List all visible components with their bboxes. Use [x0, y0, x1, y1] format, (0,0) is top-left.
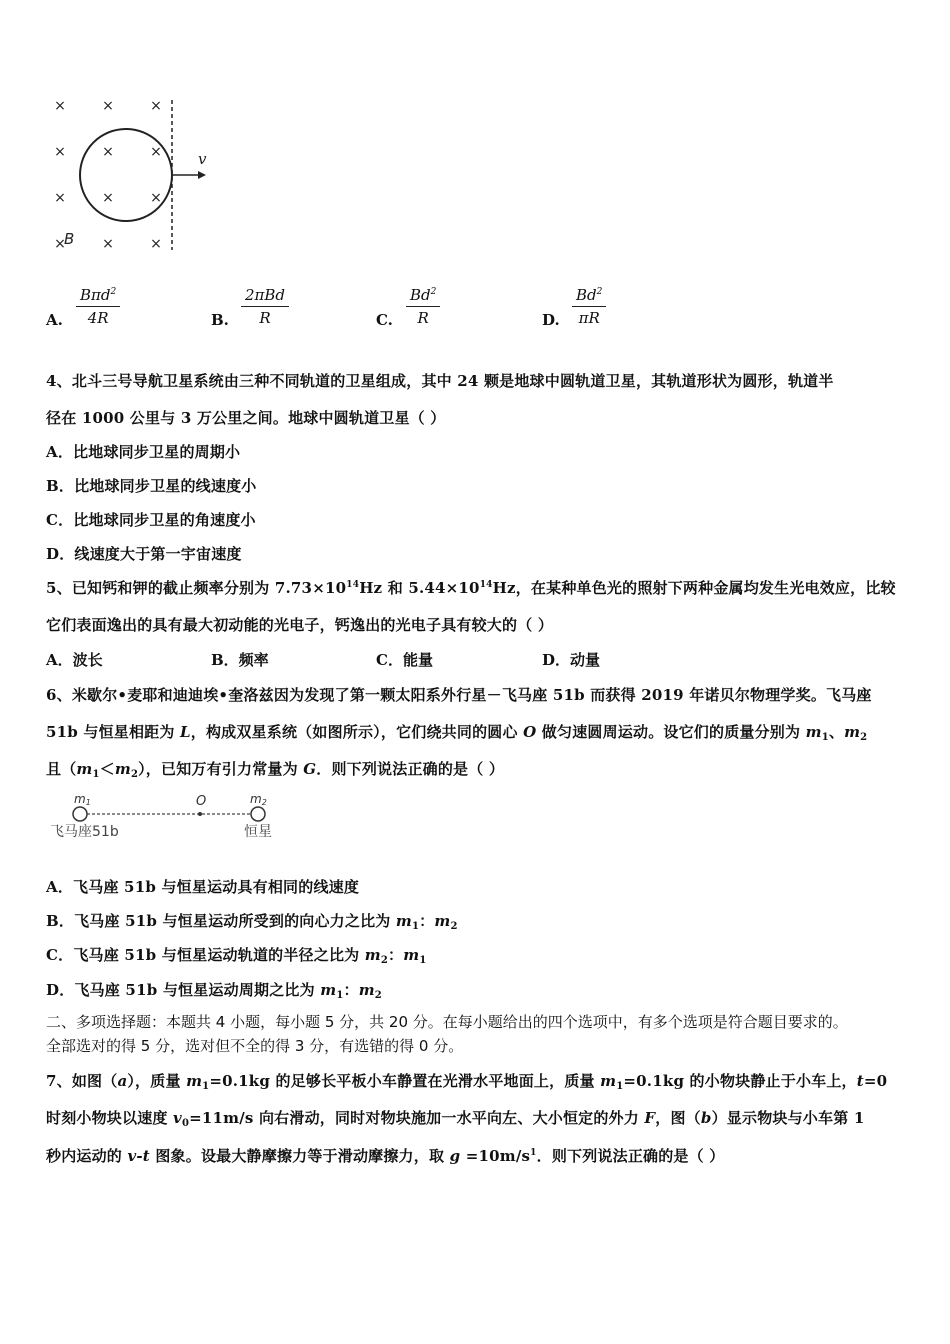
- field-cross: ×: [150, 190, 162, 206]
- field-cross: ×: [150, 144, 162, 160]
- q5-option-b[interactable]: B．频率: [211, 651, 269, 669]
- option-label: A.: [46, 311, 63, 329]
- q4-option-a[interactable]: A．比地球同步卫星的周期小: [46, 443, 241, 461]
- q5-options: [46, 649, 906, 669]
- field-cross: ×: [54, 190, 66, 206]
- field-cross: ×: [102, 236, 114, 252]
- q7-stem-line3: 秒内运动的 v-t 图象。设最大静摩擦力等于滑动摩擦力，取 $g =10m/s^1$．则下列说法正确的是（ ）: [46, 1147, 725, 1165]
- q6-option-a[interactable]: A．飞马座 51b 与恒星运动具有相同的线速度: [46, 878, 360, 896]
- fraction: [406, 286, 440, 327]
- numerator: Bd: [410, 286, 431, 304]
- field-cross: ×: [54, 236, 66, 252]
- binary-star-figure: [48, 792, 288, 846]
- q5-stem-line1: 5、已知钙和钾的截止频率分别为 $7.73\times 10^{14}Hz$ 和 $5.44\times 10^{14}Hz$，在某种单色光的照射下两种金属均发生光电效应，比较: [46, 579, 896, 597]
- numerator: Bd: [576, 286, 597, 304]
- field-label: B: [64, 230, 75, 248]
- q7-stem-line2: 时刻小物块以速度 $v_0=11m/s$ 向右滑动，同时对物块施加一水平向左、大小恒定的外力 F，图（b）显示物块与小车第 1: [46, 1109, 865, 1129]
- q6-option-b[interactable]: B．飞马座 51b 与恒星运动所受到的向心力之比为 $m_1$：$m_2$: [46, 912, 458, 932]
- q4-option-d[interactable]: D．线速度大于第一宇宙速度: [46, 545, 242, 563]
- denominator: R: [417, 309, 429, 327]
- planet-caption: 飞马座51b: [50, 824, 119, 840]
- exponent: 14: [346, 580, 360, 590]
- q6-option-d[interactable]: D．飞马座 51b 与恒星运动周期之比为 $m_1$：$m_2$: [46, 981, 382, 1001]
- velocity-arrowhead: [198, 171, 206, 179]
- m1-label: m1: [74, 792, 91, 807]
- q3-options: [46, 284, 906, 340]
- center-label: O: [196, 794, 207, 809]
- star-caption: 恒星: [244, 824, 272, 840]
- field-cross: ×: [54, 144, 66, 160]
- fraction: [572, 286, 606, 327]
- fraction: [241, 286, 289, 327]
- velocity-label: v: [198, 150, 207, 168]
- q6-stem-line3: 且$(m_1<m_2)$，已知万有引力常量为 G．则下列说法正确的是（ ）: [46, 760, 505, 780]
- q5-option-d[interactable]: D．动量: [542, 651, 601, 669]
- q4-stem-line1: 4、北斗三号导航卫星系统由三种不同轨道的卫星组成，其中 24 颗是地球中圆轨道卫星，其轨道形状为圆形，轨道半: [46, 372, 834, 390]
- exponent: 2: [596, 287, 603, 297]
- exponent: 14: [479, 580, 493, 590]
- q7-stem-line1: 7、如图（a），质量 $m_1=0.1kg$ 的足够长平板小车静置在光滑水平地面上，质量 $m_1=0.1kg$ 的小物块静止于小车上，t=0: [46, 1072, 888, 1092]
- fraction: [76, 286, 120, 327]
- magnetic-field-figure: [44, 92, 234, 262]
- denominator: 4R: [87, 309, 109, 327]
- exponent: 2: [110, 287, 117, 297]
- section2-instructions: [46, 1010, 916, 1058]
- center-point: [198, 812, 202, 816]
- option-label: D.: [542, 311, 560, 329]
- planet-circle: [73, 807, 87, 821]
- m2-label: m2: [250, 792, 267, 807]
- numerator: Bπd: [80, 286, 111, 304]
- conducting-loop: [80, 129, 172, 221]
- q4-option-b[interactable]: B．比地球同步卫星的线速度小: [46, 477, 257, 495]
- field-cross: ×: [54, 98, 66, 114]
- section2-line1: 二、多项选择题：本题共 4 小题，每小题 5 分，共 20 分。在每小题给出的四个选项中，有多个选项是符合题目要求的。: [46, 1013, 848, 1031]
- numerator: 2πBd: [245, 286, 286, 304]
- field-cross: ×: [150, 98, 162, 114]
- q5-stem-line2: 它们表面逸出的具有最大初动能的光电子，钙逸出的光电子具有较大的（ ）: [46, 616, 554, 634]
- option-label: C.: [376, 311, 393, 329]
- star-circle: [251, 807, 265, 821]
- field-cross: ×: [102, 98, 114, 114]
- section2-line2: 全部选对的得 5 分，选对但不全的得 3 分，有选错的得 0 分。: [46, 1037, 464, 1055]
- q6-stem-line1: 6、米歇尔•麦耶和迪迪埃•奎洛兹因为发现了第一颗太阳系外行星－飞马座 51b 而获得 2019 年诺贝尔物理学奖。飞马座: [46, 686, 872, 704]
- q4-option-c[interactable]: C．比地球同步卫星的角速度小: [46, 511, 256, 529]
- q4-stem-line2: 径在 1000 公里与 3 万公里之间。地球中圆轨道卫星（ ）: [46, 409, 446, 427]
- option-label: B.: [211, 311, 229, 329]
- exponent: 2: [430, 287, 437, 297]
- q5-option-c[interactable]: C．能量: [376, 651, 433, 669]
- field-cross: ×: [102, 144, 114, 160]
- field-cross: ×: [102, 190, 114, 206]
- field-cross: ×: [150, 236, 162, 252]
- denominator: R: [259, 309, 271, 327]
- q6-stem-line2: 51b 与恒星相距为 L，构成双星系统（如图所示），它们绕共同的圆心 O 做匀速圆周运动。设它们的质量分别为 $m_1$、$m_2$: [46, 723, 868, 743]
- q6-option-c[interactable]: C．飞马座 51b 与恒星运动轨道的半径之比为 $m_2$：$m_1$: [46, 946, 427, 966]
- q5-option-a[interactable]: A．波长: [46, 651, 103, 669]
- denominator: πR: [578, 309, 600, 327]
